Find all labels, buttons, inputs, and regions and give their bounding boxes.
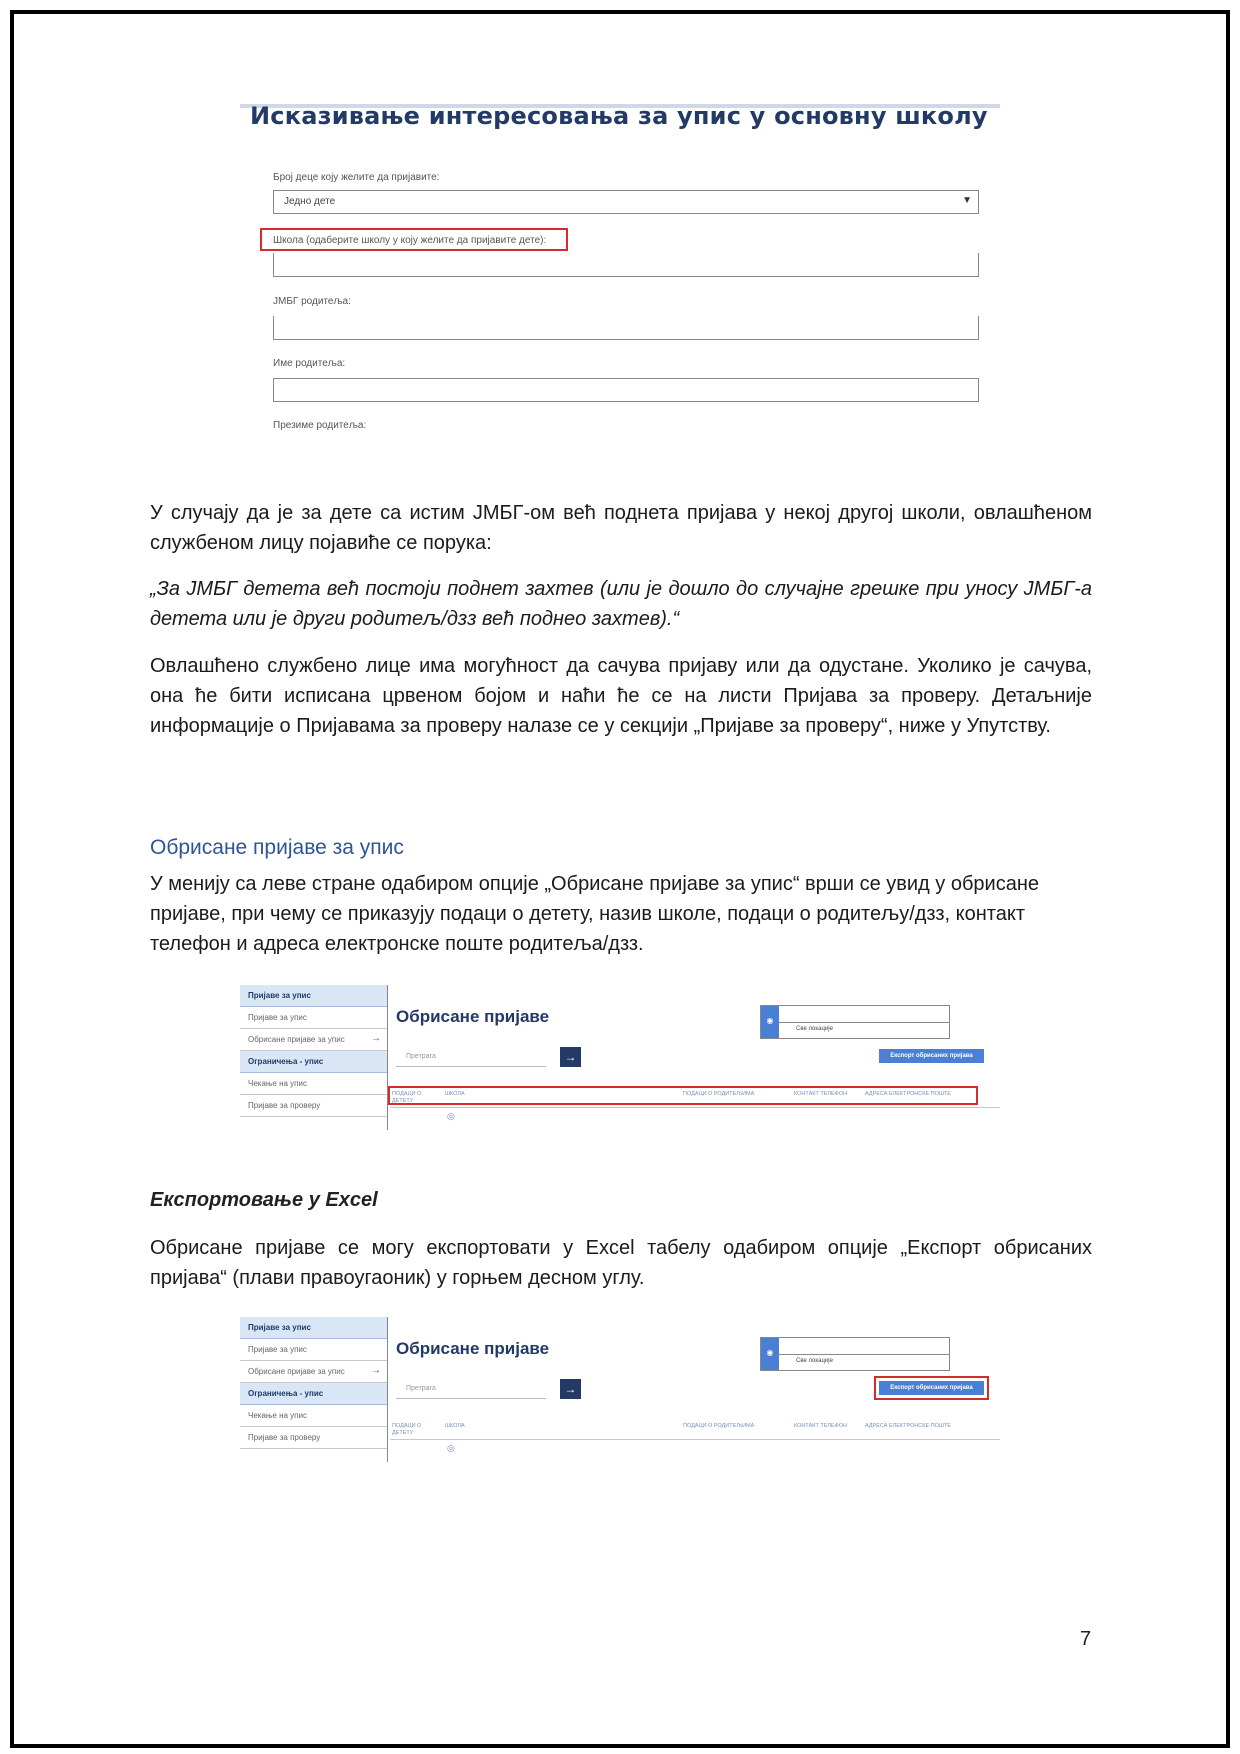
sidebar-item-deleted[interactable] bbox=[240, 1029, 387, 1051]
location-filter[interactable] bbox=[760, 1337, 950, 1371]
list-title: Обрисане пријаве bbox=[396, 1339, 550, 1358]
location-filter[interactable] bbox=[760, 1005, 950, 1039]
search-button[interactable]: → bbox=[560, 1379, 581, 1399]
chevron-down-icon: ▼ bbox=[962, 195, 972, 206]
field-label-parent-name: Име родитеља: bbox=[273, 358, 346, 369]
field-label-school: Школа (одаберите школу у коју желите да пријавите дете): bbox=[273, 235, 547, 246]
sidebar-item-verification[interactable]: Пријаве за проверу bbox=[240, 1427, 387, 1449]
col-email: АДРЕСА ЕЛЕКТРОНСКЕ ПОШТЕ bbox=[865, 1423, 951, 1429]
filter-divider bbox=[779, 1022, 949, 1023]
location-pin-icon: ◉ bbox=[761, 1006, 779, 1038]
col-school: ШКОЛА bbox=[445, 1091, 465, 1097]
col-phone: КОНТАКТ ТЕЛЕФОН bbox=[794, 1091, 848, 1097]
highlight-box-export bbox=[874, 1376, 989, 1400]
sidebar-item-applications[interactable]: Пријаве за упис bbox=[240, 1339, 387, 1361]
search-input[interactable]: Претрага bbox=[396, 1047, 546, 1067]
export-button[interactable]: Експорт обрисаних пријава bbox=[879, 1381, 984, 1395]
deleted-list-screenshot-2 bbox=[240, 1317, 1000, 1462]
paragraph-official-options: Овлашћено службено лице има могућност да сачува пријаву или да одустане. Уколико је сачува, она ће бити исписана црвеном бојом и наћи ће се на листи Пријава за проверу. Детаљније информације о Пријавама за проверу налазе се у секцији „Пријаве за проверу“, ниже у Упутству. bbox=[150, 655, 1092, 737]
form-screenshot bbox=[240, 100, 1000, 440]
children-count-select[interactable] bbox=[273, 190, 979, 214]
col-parents: ПОДАЦИ О РОДИТЕЉИМА bbox=[683, 1091, 755, 1097]
sidebar-head-applications[interactable]: Пријаве за упис bbox=[240, 985, 387, 1007]
col-parents: ПОДАЦИ О РОДИТЕЉИМА bbox=[683, 1423, 755, 1429]
search-button[interactable]: → bbox=[560, 1047, 581, 1067]
sidebar-head-restrictions[interactable]: Ограничења - упис bbox=[240, 1383, 387, 1405]
page-number: 7 bbox=[1080, 1628, 1092, 1650]
field-label-parent-surname: Презиме родитеља: bbox=[273, 420, 367, 431]
highlight-box-school bbox=[260, 228, 568, 251]
sidebar-item-deleted-label: Обрисане пријаве за упис bbox=[248, 1035, 345, 1044]
sidebar-item-waiting[interactable]: Чекање на упис bbox=[240, 1405, 387, 1427]
list-title: Обрисане пријаве bbox=[396, 1007, 550, 1026]
quote-message: „За ЈМБГ детета већ постоји поднет захтев (или је дошло до случајне грешке при уносу ЈМБГ-а детета или је други родитељ/дзз већ поднео захтев).“ bbox=[150, 578, 1092, 630]
location-pin-icon: ◉ bbox=[761, 1338, 779, 1370]
children-count-value: Једно дете bbox=[284, 196, 336, 207]
sidebar-item-deleted[interactable] bbox=[240, 1361, 387, 1383]
location-filter-value: Све локације bbox=[796, 1026, 833, 1032]
paragraph-export: Обрисане пријаве се могу експортовати у Excel табелу одабиром опције „Експорт обрисаних пријава“ (плави правоугаоник) у горњем десном углу. bbox=[150, 1237, 1092, 1289]
table-divider bbox=[390, 1439, 1000, 1440]
col-child-data: ПОДАЦИ О ДЕТЕТУ bbox=[392, 1423, 422, 1436]
sidebar-item-waiting[interactable]: Чекање на упис bbox=[240, 1073, 387, 1095]
form-title: Исказивање интересовања за упис у основну школу bbox=[250, 102, 988, 130]
field-label-parent-jmbg: ЈМБГ родитеља: bbox=[273, 296, 351, 307]
sidebar-item-deleted-label: Обрисане пријаве за упис bbox=[248, 1367, 345, 1376]
arrow-right-icon: → bbox=[371, 1033, 381, 1044]
export-button[interactable]: Експорт обрисаних пријава bbox=[879, 1049, 984, 1063]
sidebar-head-restrictions[interactable]: Ограничења - упис bbox=[240, 1051, 387, 1073]
search-input[interactable]: Претрага bbox=[396, 1379, 546, 1399]
parent-jmbg-input[interactable] bbox=[273, 316, 979, 340]
sidebar bbox=[240, 1317, 388, 1462]
col-school: ШКОЛА bbox=[445, 1423, 465, 1429]
sidebar-head-applications[interactable]: Пријаве за упис bbox=[240, 1317, 387, 1339]
location-filter-value: Све локације bbox=[796, 1358, 833, 1364]
eye-icon[interactable]: ◎ bbox=[447, 1443, 455, 1453]
filter-divider bbox=[779, 1354, 949, 1355]
school-input[interactable] bbox=[273, 253, 979, 277]
table-divider bbox=[390, 1107, 1000, 1108]
col-email: АДРЕСА ЕЛЕКТРОНСКЕ ПОШТЕ bbox=[865, 1091, 951, 1097]
arrow-right-icon: → bbox=[371, 1365, 381, 1376]
sub-heading-export: Експортовање у Excel bbox=[150, 1189, 378, 1211]
sidebar bbox=[240, 985, 388, 1130]
field-label-children-count: Број деце коју желите да пријавите: bbox=[273, 172, 440, 183]
eye-icon[interactable]: ◎ bbox=[447, 1111, 455, 1121]
section-heading-deleted: Обрисане пријаве за упис bbox=[150, 836, 404, 859]
paragraph-deleted-view: У менију са леве стране одабиром опције „Обрисане пријаве за упис“ врши се увид у обрисане пријаве, при чему се приказују подаци о детету, назив школе, подаци о родитељу/дзз, контакт телефон и адреса електронске поште родитеља/дзз. bbox=[150, 873, 1039, 955]
parent-name-input[interactable] bbox=[273, 378, 979, 402]
col-child-data: ПОДАЦИ О ДЕТЕТУ bbox=[392, 1091, 422, 1104]
col-phone: КОНТАКТ ТЕЛЕФОН bbox=[794, 1423, 848, 1429]
paragraph-duplicate-jmbg: У случају да је за дете са истим ЈМБГ-ом већ поднета пријава у некој другој школи, овлашћеном службеном лицу појавиће се порука: bbox=[150, 502, 1092, 554]
sidebar-item-verification[interactable]: Пријаве за проверу bbox=[240, 1095, 387, 1117]
sidebar-item-applications[interactable]: Пријаве за упис bbox=[240, 1007, 387, 1029]
highlight-box-columns bbox=[388, 1086, 978, 1105]
deleted-list-screenshot-1 bbox=[240, 985, 1000, 1130]
